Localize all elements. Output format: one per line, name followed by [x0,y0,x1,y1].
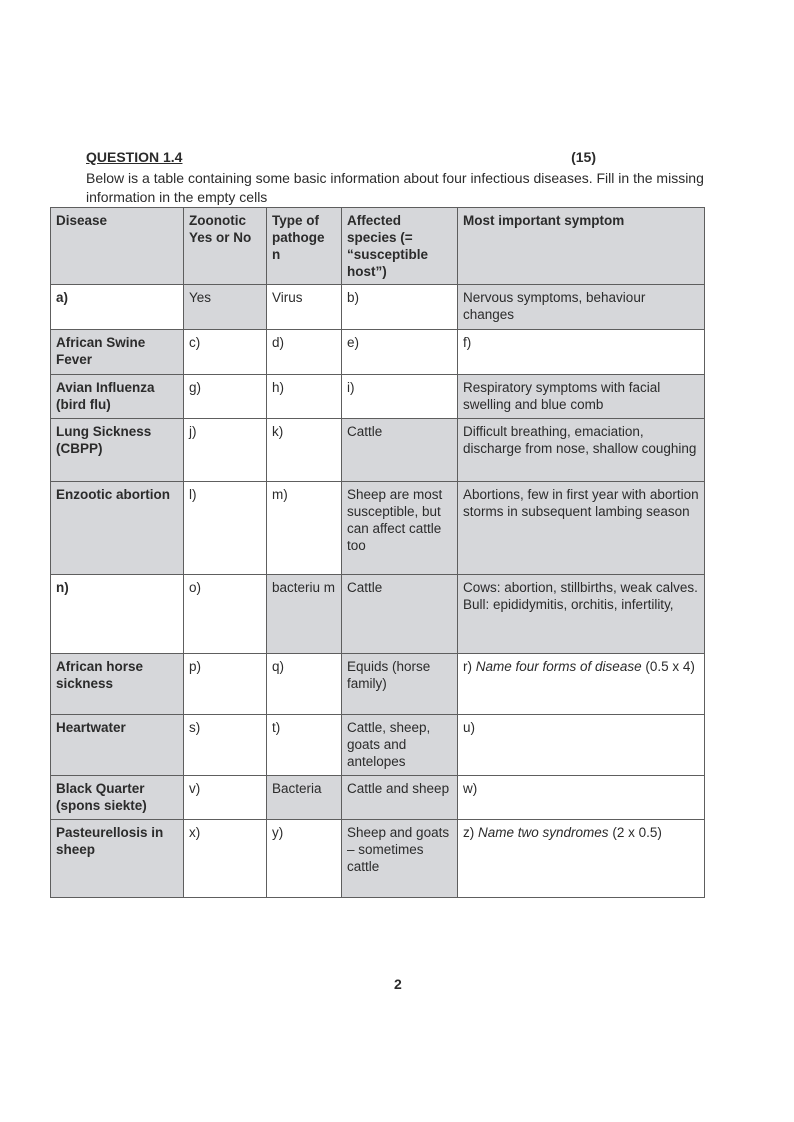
cell-pathogen: m) [267,482,342,575]
cell-symptom: u) [458,715,705,776]
cell-disease: Lung Sickness (CBPP) [51,419,184,482]
cell-zoonotic: Yes [184,285,267,330]
cell-zoonotic: j) [184,419,267,482]
cell-species: i) [342,375,458,419]
cell-pathogen: h) [267,375,342,419]
cell-symptom: Respiratory symptoms with facial swelling and blue comb [458,375,705,419]
question-instructions: Below is a table containing some basic information about four infectious diseases. Fill in the missing information in the empty cells [86,170,704,205]
cell-symptom: f) [458,330,705,375]
table-row [51,285,705,330]
cell-zoonotic: c) [184,330,267,375]
header-symptom: Most important symptom [458,208,705,285]
cell-species: Equids (horse family) [342,654,458,715]
cell-disease: Pasteurellosis in sheep [51,820,184,898]
cell-pathogen: y) [267,820,342,898]
table-row [51,482,705,575]
instruction-text: Name four forms of disease [475,659,642,674]
symptom-line: Cows: abortion, stillbirths, weak calves. [463,580,698,595]
symptom-line: Bull: epididymitis, orchitis, infertility, [463,597,674,612]
cell-disease: n) [51,575,184,654]
cell-species: Cattle [342,575,458,654]
answer-label: r) [463,659,472,674]
table-row [51,419,705,482]
cell-species: e) [342,330,458,375]
cell-symptom [458,820,705,898]
table-row [51,654,705,715]
cell-symptom: Abortions, few in first year with abortion storms in subsequent lambing season [458,482,705,575]
table-row [51,820,705,898]
cell-species: Cattle [342,419,458,482]
cell-zoonotic: x) [184,820,267,898]
cell-disease: African horse sickness [51,654,184,715]
cell-species: Cattle, sheep, goats and antelopes [342,715,458,776]
table-row [51,575,705,654]
cell-species: Sheep are most susceptible, but can affect cattle too [342,482,458,575]
cell-pathogen: q) [267,654,342,715]
answer-label: z) [463,825,475,840]
cell-symptom [458,654,705,715]
header-zoonotic: Zoonotic Yes or No [184,208,267,285]
cell-species: Sheep and goats – sometimes cattle [342,820,458,898]
cell-species: Cattle and sheep [342,776,458,820]
marks-text: (2 x 0.5) [612,825,662,840]
cell-symptom [458,575,705,654]
marks-text: (0.5 x 4) [645,659,695,674]
cell-pathogen: Bacteria [267,776,342,820]
cell-zoonotic: g) [184,375,267,419]
cell-zoonotic: v) [184,776,267,820]
cell-zoonotic: p) [184,654,267,715]
instruction-text: Name two syndromes [478,825,609,840]
disease-table [50,207,705,898]
header-disease: Disease [51,208,184,285]
question-title: QUESTION 1.4 [86,149,183,165]
table-row [51,375,705,419]
cell-pathogen: d) [267,330,342,375]
cell-zoonotic: l) [184,482,267,575]
cell-pathogen: Virus [267,285,342,330]
cell-disease: Enzootic abortion [51,482,184,575]
page-number: 2 [394,976,402,992]
cell-symptom: Difficult breathing, emaciation, discharge from nose, shallow coughing [458,419,705,482]
cell-disease: a) [51,285,184,330]
table-row [51,715,705,776]
header-pathogen: Type of pathoge n [267,208,342,285]
cell-pathogen: t) [267,715,342,776]
cell-pathogen: k) [267,419,342,482]
header-species: Affected species (= “susceptible host”) [342,208,458,285]
question-marks: (15) [571,149,596,165]
table-row [51,330,705,375]
cell-disease: Black Quarter (spons siekte) [51,776,184,820]
cell-disease: Avian Influenza (bird flu) [51,375,184,419]
cell-symptom: w) [458,776,705,820]
cell-zoonotic: s) [184,715,267,776]
cell-species: b) [342,285,458,330]
cell-symptom: Nervous symptoms, behaviour changes [458,285,705,330]
table-header-row [51,208,705,285]
table-row [51,776,705,820]
question-header [86,149,596,165]
cell-pathogen: bacteriu m [267,575,342,654]
cell-disease: Heartwater [51,715,184,776]
cell-zoonotic: o) [184,575,267,654]
cell-disease: African Swine Fever [51,330,184,375]
